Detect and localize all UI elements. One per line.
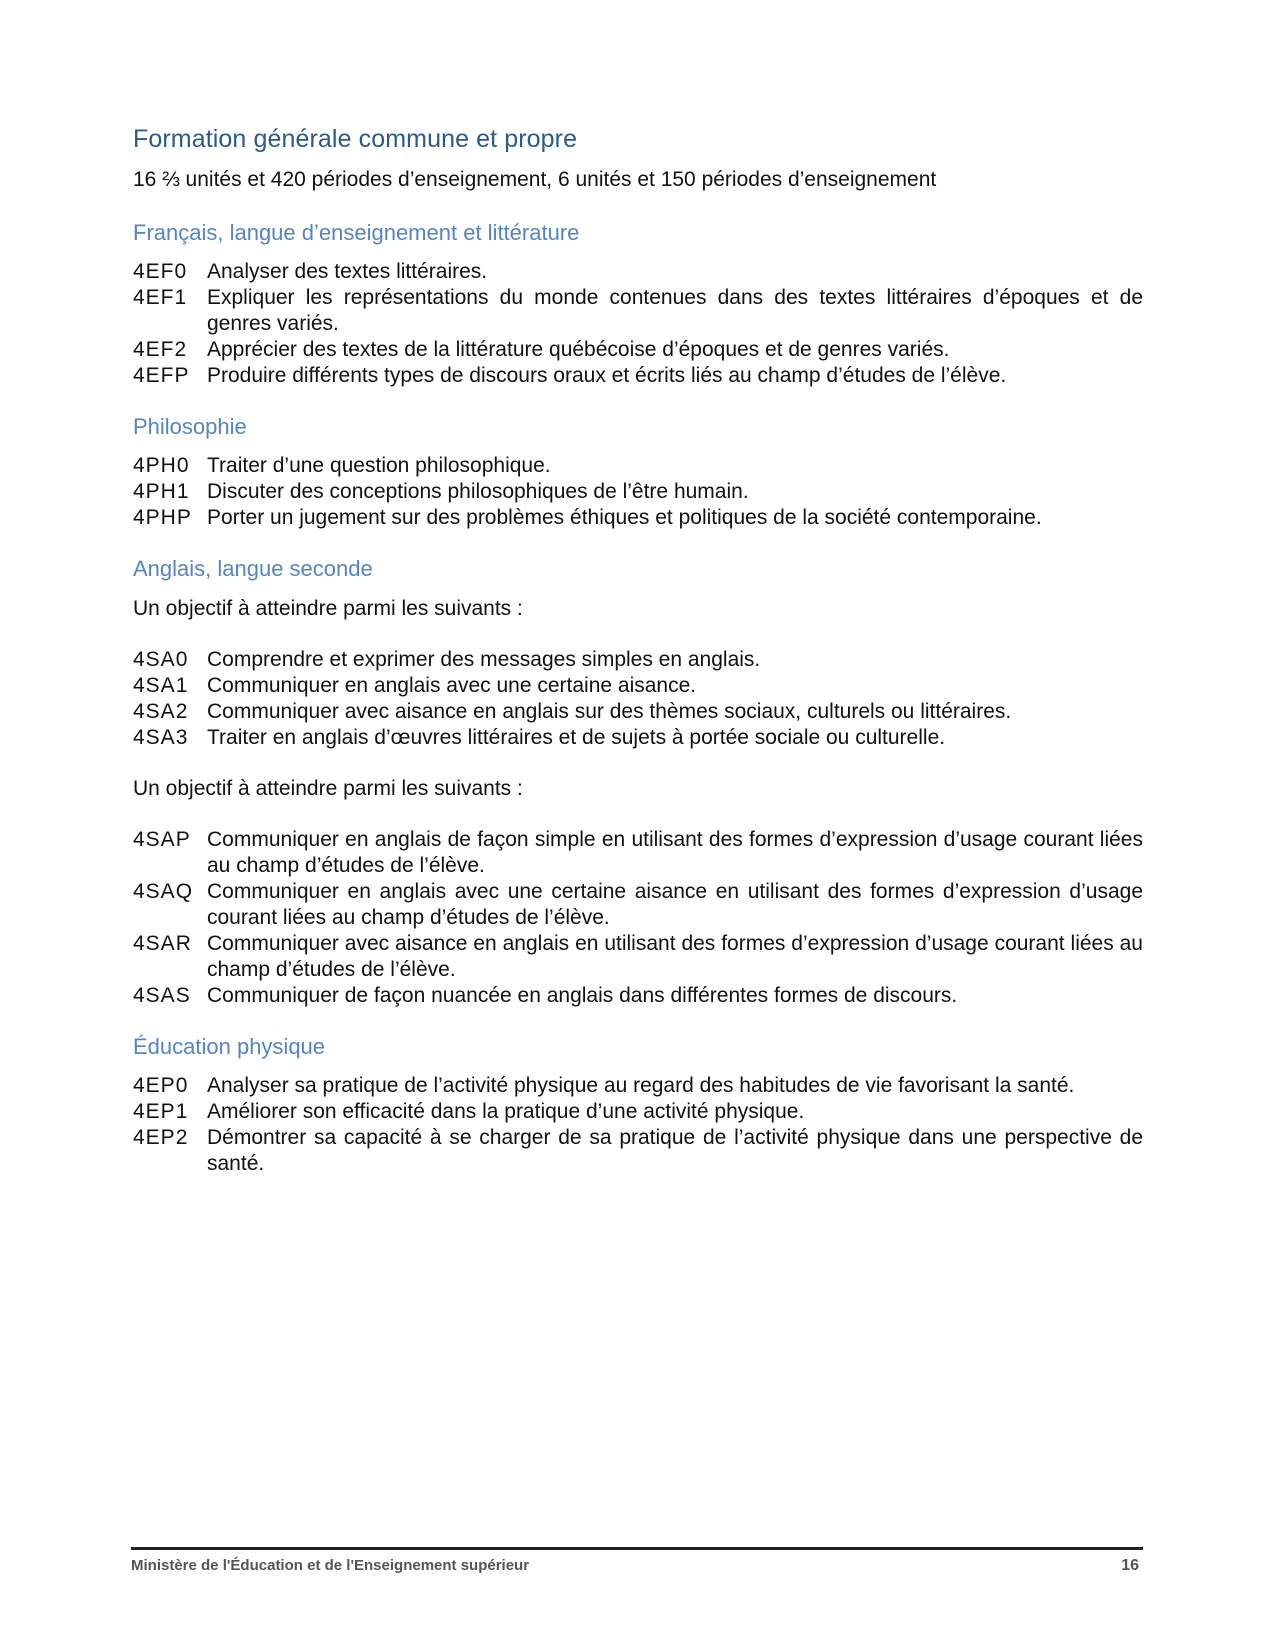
objective-text: Traiter en anglais d’œuvres littéraires et de sujets à portée sociale ou culturelle.	[207, 726, 946, 749]
objective-text: Démontrer sa capacité à se charger de sa pratique de l’activité physique dans une perspective de santé.	[207, 1126, 1143, 1175]
objective-text: Communiquer avec aisance en anglais sur des thèmes sociaux, culturels ou littéraires.	[207, 700, 1012, 723]
objective-list-anglais-1	[133, 647, 1143, 751]
section-title-anglais: Anglais, langue seconde	[133, 556, 373, 581]
page-title: Formation générale commune et propre	[133, 125, 578, 153]
objective-code: 4EFP	[133, 364, 190, 387]
objective-text: Améliorer son efficacité dans la pratique d’une activité physique.	[207, 1100, 805, 1123]
objective-code: 4SAP	[133, 828, 191, 851]
objective-item	[133, 505, 1143, 531]
intro-text-1: Un objectif à atteindre parmi les suivants :	[133, 597, 523, 620]
intro-text-2: Un objectif à atteindre parmi les suivants :	[133, 777, 523, 800]
objective-code: 4SA0	[133, 648, 189, 671]
page-number: 16	[1121, 1557, 1139, 1574]
objective-code: 4EF2	[133, 338, 188, 361]
objective-item	[133, 363, 1143, 389]
objective-code: 4SAQ	[133, 880, 194, 903]
objective-list-philosophie	[133, 453, 1143, 531]
objective-item	[133, 259, 1143, 285]
section-education-physique	[133, 1033, 1143, 1177]
objective-text: Apprécier des textes de la littérature québécoise d’époques et de genres variés.	[207, 338, 950, 361]
objective-item	[133, 285, 1143, 337]
objective-list-education-physique	[133, 1073, 1143, 1177]
objective-item	[133, 725, 1143, 751]
objective-item	[133, 337, 1143, 363]
section-francais	[133, 219, 1143, 389]
objective-code: 4SA2	[133, 700, 189, 723]
footer-organization: Ministère de l'Éducation et de l'Enseignement supérieur	[131, 1557, 530, 1574]
objective-code: 4PH0	[133, 454, 190, 477]
objective-item	[133, 1099, 1143, 1125]
objective-text: Communiquer de façon nuancée en anglais dans différentes formes de discours.	[207, 984, 958, 1007]
objective-text: Analyser des textes littéraires.	[207, 260, 488, 283]
objective-item	[133, 479, 1143, 505]
objective-item	[133, 699, 1143, 725]
objective-item	[133, 827, 1143, 879]
units-summary: 16 ⅔ unités et 420 périodes d’enseignement, 6 unités et 150 périodes d’enseignement	[133, 168, 937, 191]
objective-list-francais	[133, 259, 1143, 389]
objective-code: 4EP1	[133, 1100, 189, 1123]
objective-text: Porter un jugement sur des problèmes éthiques et politiques de la société contemporaine.	[207, 506, 1042, 529]
objective-code: 4EP2	[133, 1126, 189, 1149]
objective-text: Communiquer en anglais avec une certaine aisance en utilisant des formes d’expression d’usage courant liées au champ d’études de l’élève.	[207, 880, 1143, 929]
section-title-education-physique: Éducation physique	[133, 1034, 326, 1059]
objective-item	[133, 453, 1143, 479]
objective-code: 4SAS	[133, 984, 191, 1007]
section-anglais	[133, 555, 1143, 1009]
objective-item	[133, 983, 1143, 1009]
section-title-francais: Français, langue d’enseignement et littérature	[133, 220, 580, 245]
objective-text: Analyser sa pratique de l’activité physique au regard des habitudes de vie favorisant la santé.	[207, 1074, 1075, 1097]
document-page	[133, 125, 1143, 1201]
page-footer	[131, 1547, 1143, 1575]
objective-code: 4EP0	[133, 1074, 189, 1097]
objective-item	[133, 1073, 1143, 1099]
objective-item	[133, 1125, 1143, 1177]
objective-text: Discuter des conceptions philosophiques de l’être humain.	[207, 480, 749, 503]
objective-code: 4SA3	[133, 726, 189, 749]
objective-text: Produire différents types de discours oraux et écrits liés au champ d’études de l’élève.	[207, 364, 1007, 387]
objective-code: 4EF0	[133, 260, 188, 283]
objective-list-anglais-2	[133, 827, 1143, 1009]
objective-code: 4PH1	[133, 480, 190, 503]
objective-text: Communiquer avec aisance en anglais en utilisant des formes d’expression d’usage courant liées au champ d’études de l’élève.	[207, 932, 1143, 981]
section-title-philosophie: Philosophie	[133, 414, 247, 439]
objective-text: Traiter d’une question philosophique.	[207, 454, 551, 477]
section-philosophie	[133, 413, 1143, 531]
objective-item	[133, 647, 1143, 673]
objective-code: 4SA1	[133, 674, 189, 697]
objective-code: 4PHP	[133, 506, 192, 529]
objective-item	[133, 879, 1143, 931]
objective-code: 4SAR	[133, 932, 192, 955]
objective-text: Comprendre et exprimer des messages simples en anglais.	[207, 648, 761, 671]
objective-text: Communiquer en anglais avec une certaine aisance.	[207, 674, 697, 697]
objective-text: Communiquer en anglais de façon simple en utilisant des formes d’expression d’usage courant liées au champ d’études de l’élève.	[207, 828, 1143, 877]
objective-text: Expliquer les représentations du monde contenues dans des textes littéraires d’époques et de genres variés.	[207, 286, 1143, 335]
objective-item	[133, 673, 1143, 699]
objective-item	[133, 931, 1143, 983]
objective-code: 4EF1	[133, 286, 188, 309]
